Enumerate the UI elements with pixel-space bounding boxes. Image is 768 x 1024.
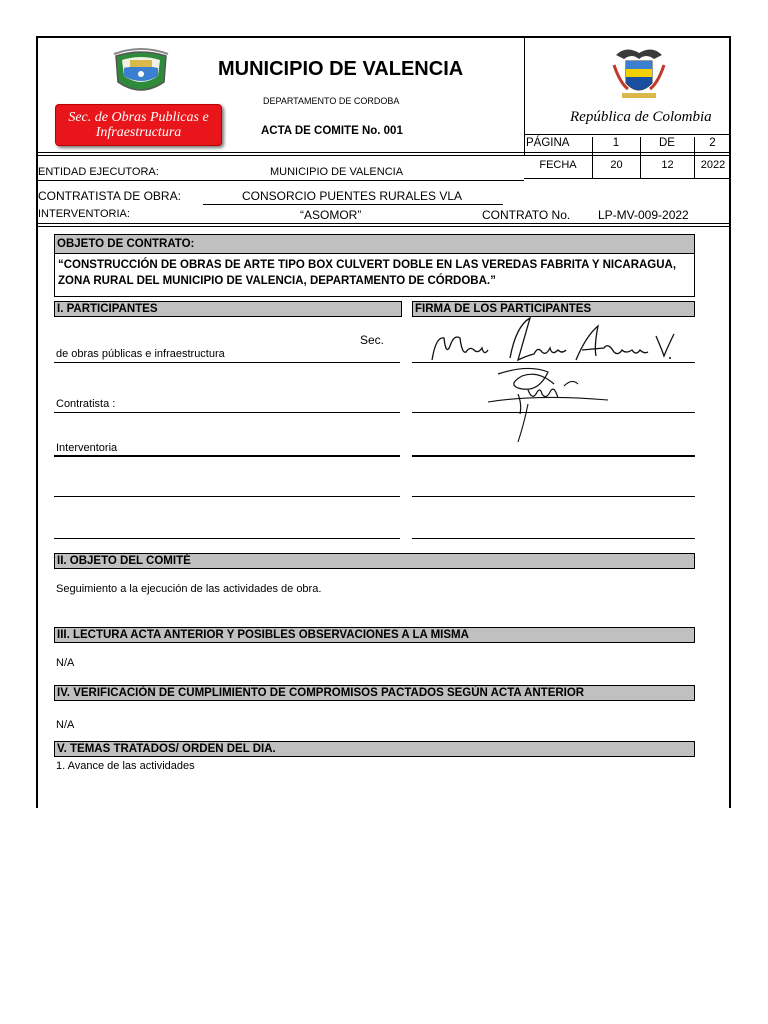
pagina-label: PÁGINA — [526, 137, 570, 149]
entidad-value: MUNICIPIO DE VALENCIA — [270, 166, 404, 178]
entidad-label: ENTIDAD EJECUTORA: — [38, 166, 159, 178]
interventoria-label-participantes: Interventoria — [56, 442, 118, 454]
fecha-underline — [524, 178, 731, 179]
contratista-label: Contratista : — [56, 398, 116, 410]
contratista-underline — [203, 204, 503, 205]
verificacion-text: N/A — [56, 719, 75, 731]
secretaria-line-2: Infraestructura — [95, 125, 182, 140]
contratista-label: CONTRATISTA DE OBRA: — [38, 189, 181, 203]
page-number-row — [524, 134, 731, 152]
objeto-comite-text: Seguimiento a la ejecución de las actividades de obra. — [56, 583, 322, 595]
acta-title: ACTA DE COMITE No. 001 — [261, 125, 403, 137]
blank-participant-line — [54, 496, 400, 497]
fecha-mes-cell — [640, 156, 694, 178]
departamento-label: DEPARTAMENTO DE CORDOBA — [263, 96, 400, 106]
valencia-coat-of-arms-logo — [108, 46, 174, 98]
fecha-anio-cell — [694, 156, 731, 178]
document-frame — [36, 36, 731, 808]
signature-contratista — [478, 364, 618, 444]
entidad-underline — [38, 180, 524, 181]
fecha-label-cell — [524, 156, 592, 178]
interventoria-value: “ASOMOR” — [300, 208, 362, 222]
sec-prefix: Sec. — [360, 333, 385, 347]
fecha-mes: 12 — [661, 159, 674, 171]
contrato-value: LP-MV-009-2022 — [598, 208, 689, 222]
interventoria-signature-line — [412, 455, 695, 457]
blank-signature-line — [412, 538, 695, 539]
interventoria-underline — [38, 223, 731, 224]
fecha-dia: 20 — [610, 159, 623, 171]
temas-tratados-heading: V. TEMAS TRATADOS/ ORDEN DEL DIA. — [54, 741, 695, 757]
signature-maria-luisa-aldana — [426, 316, 676, 371]
contratista-value: CONSORCIO PUENTES RURALES VLA — [242, 189, 463, 203]
verificacion-heading: IV. VERIFICACIÒN DE CUMPLIMIENTO DE COMPROMISOS PACTADOS SEGÙN ACTA ANTERIOR — [54, 685, 695, 701]
contrato-label: CONTRATO No. — [482, 208, 571, 222]
objeto-contrato-heading: OBJETO DE CONTRATO: — [54, 234, 695, 254]
fecha-label: FECHA — [539, 159, 577, 171]
blank-participant-line — [54, 538, 400, 539]
republica-de-colombia: República de Colombia — [570, 109, 712, 125]
pagina-number: 1 — [612, 137, 620, 149]
objeto-comite-heading: II. OBJETO DEL COMITÉ — [54, 553, 695, 569]
objeto-contrato-text: “CONSTRUCCIÓN DE OBRAS DE ARTE TIPO BOX CULVERT DOBLE EN LAS VEREDAS FABRITA Y NICARAGUA, ZONA RURAL DEL MUNICIPIO DE VALENCIA, DEPARTAMENTO DE CÓRDOBA.” — [54, 253, 695, 297]
fecha-anio: 2022 — [700, 159, 726, 171]
secretaria-line-1: Sec. de Obras Publicas e — [68, 110, 209, 125]
interventoria-line — [54, 455, 400, 457]
interventoria-label: INTERVENTORIA: — [38, 208, 130, 220]
lectura-acta-heading: III. LECTURA ACTA ANTERIOR Y POSIBLES OBSERVACIONES A LA MISMA — [54, 627, 695, 643]
participantes-heading: I. PARTICIPANTES — [54, 301, 402, 317]
fecha-dia-cell — [592, 156, 640, 178]
sec-obras-line — [54, 362, 400, 363]
contratista-line — [54, 412, 400, 413]
firma-participantes-heading: FIRMA DE LOS PARTICIPANTES — [412, 301, 695, 317]
secretaria-obras-badge — [55, 104, 222, 146]
colombia-coat-of-arms-logo — [606, 43, 672, 105]
lectura-acta-text: N/A — [56, 657, 75, 669]
de-label: DE — [659, 137, 675, 149]
municipio-title: MUNICIPIO DE VALENCIA — [218, 58, 464, 80]
pagina-total: 2 — [709, 137, 716, 149]
sec-obras-label: de obras públicas e infraestructura — [56, 348, 225, 360]
info-bottom-rule — [38, 226, 731, 227]
temas-item-1: 1. Avance de las actividades — [56, 760, 195, 772]
blank-signature-line — [412, 496, 695, 497]
